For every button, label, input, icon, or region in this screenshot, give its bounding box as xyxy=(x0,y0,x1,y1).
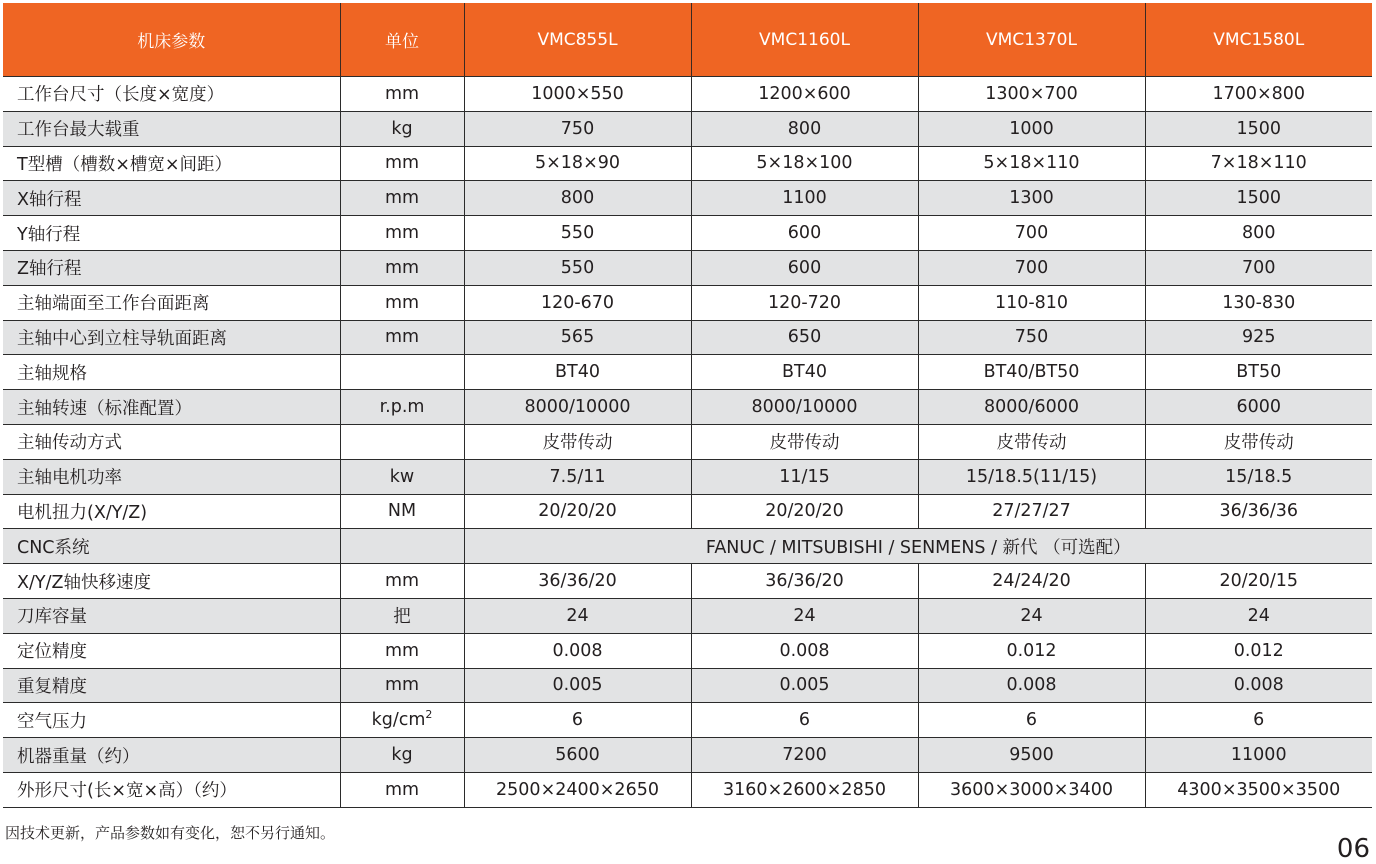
unit-cell xyxy=(340,529,464,564)
table-row xyxy=(3,738,1372,773)
merged-value-cell: FANUC / MITSUBISHI / SENMENS / 新代 （可选配） xyxy=(464,529,1372,564)
value-cell: 600 xyxy=(691,250,918,285)
header-param: 机床参数 xyxy=(3,3,340,77)
unit-text: mm xyxy=(384,257,420,278)
param-name-cell: 主轴电机功率 xyxy=(3,459,340,494)
param-name-cell: X轴行程 xyxy=(3,181,340,216)
value-cell: 24 xyxy=(1145,598,1372,633)
value-cell: 130-830 xyxy=(1145,285,1372,320)
value-cell: BT40 xyxy=(691,355,918,390)
value-cell: 15/18.5(11/15) xyxy=(918,459,1145,494)
table-row xyxy=(3,668,1372,703)
value-cell: 24 xyxy=(918,598,1145,633)
unit-text: kg xyxy=(391,745,413,766)
value-cell: 36/36/20 xyxy=(464,564,691,599)
value-cell: 5600 xyxy=(464,738,691,773)
table-row xyxy=(3,633,1372,668)
value-cell: 700 xyxy=(918,250,1145,285)
value-cell: 800 xyxy=(464,181,691,216)
param-name-cell: Y轴行程 xyxy=(3,216,340,251)
value-cell: 20/20/20 xyxy=(464,494,691,529)
value-cell: 750 xyxy=(918,320,1145,355)
table-row xyxy=(3,564,1372,599)
param-name-cell: T型槽（槽数×槽宽×间距） xyxy=(3,146,340,181)
value-cell: 7200 xyxy=(691,738,918,773)
value-cell: 20/20/20 xyxy=(691,494,918,529)
header-model: VMC1370L xyxy=(918,3,1145,77)
unit-text: 把 xyxy=(393,607,411,628)
value-cell: BT40/BT50 xyxy=(918,355,1145,390)
param-name-cell: 主轴端面至工作台面距离 xyxy=(3,285,340,320)
param-name-cell: 工作台最大载重 xyxy=(3,111,340,146)
value-cell: 565 xyxy=(464,320,691,355)
unit-cell xyxy=(340,111,464,146)
param-name-cell: 重复精度 xyxy=(3,668,340,703)
value-cell: 8000/10000 xyxy=(464,390,691,425)
value-cell: 800 xyxy=(1145,216,1372,251)
table-row xyxy=(3,703,1372,738)
value-cell: 11/15 xyxy=(691,459,918,494)
value-cell: 6000 xyxy=(1145,390,1372,425)
value-cell: 1100 xyxy=(691,181,918,216)
value-cell: 3160×2600×2850 xyxy=(691,772,918,807)
value-cell: BT40 xyxy=(464,355,691,390)
value-cell: 1500 xyxy=(1145,111,1372,146)
value-cell: 5×18×90 xyxy=(464,146,691,181)
param-name-cell: 刀库容量 xyxy=(3,598,340,633)
value-cell: 700 xyxy=(1145,250,1372,285)
value-cell: 1700×800 xyxy=(1145,77,1372,112)
value-cell: 7×18×110 xyxy=(1145,146,1372,181)
param-name-cell: X/Y/Z轴快移速度 xyxy=(3,564,340,599)
unit-cell xyxy=(340,146,464,181)
unit-superscript: 2 xyxy=(425,708,433,722)
param-name-cell: 主轴传动方式 xyxy=(3,424,340,459)
unit-cell xyxy=(340,424,464,459)
table-row xyxy=(3,355,1372,390)
unit-text: mm xyxy=(384,675,420,696)
unit-cell xyxy=(340,77,464,112)
table-row xyxy=(3,390,1372,425)
value-cell: 0.008 xyxy=(918,668,1145,703)
value-cell: 1000 xyxy=(918,111,1145,146)
value-cell: 120-670 xyxy=(464,285,691,320)
header-model: VMC855L xyxy=(464,3,691,77)
unit-cell xyxy=(340,459,464,494)
page-number: 06 xyxy=(1336,834,1370,864)
spec-table-header xyxy=(3,3,1372,77)
value-cell: 600 xyxy=(691,216,918,251)
value-cell: 110-810 xyxy=(918,285,1145,320)
unit-cell xyxy=(340,772,464,807)
unit-text: mm xyxy=(384,571,420,592)
value-cell: 0.005 xyxy=(691,668,918,703)
table-row xyxy=(3,77,1372,112)
table-row xyxy=(3,772,1372,807)
table-row xyxy=(3,146,1372,181)
spec-table-body xyxy=(3,77,1372,808)
value-cell: 7.5/11 xyxy=(464,459,691,494)
table-row xyxy=(3,111,1372,146)
unit-text: mm xyxy=(384,779,420,800)
value-cell: 0.012 xyxy=(918,633,1145,668)
value-cell: 550 xyxy=(464,216,691,251)
unit-cell xyxy=(340,668,464,703)
param-name-cell: 电机扭力(X/Y/Z) xyxy=(3,494,340,529)
table-row xyxy=(3,285,1372,320)
value-cell: 6 xyxy=(464,703,691,738)
value-cell: 9500 xyxy=(918,738,1145,773)
unit-text: NM xyxy=(387,501,417,522)
value-cell: 27/27/27 xyxy=(918,494,1145,529)
value-cell: 5×18×110 xyxy=(918,146,1145,181)
unit-text: mm xyxy=(384,223,420,244)
unit-text: r.p.m xyxy=(379,397,425,418)
value-cell: 皮带传动 xyxy=(1145,424,1372,459)
unit-cell xyxy=(340,564,464,599)
param-name-cell: 工作台尺寸（长度×宽度） xyxy=(3,77,340,112)
unit-cell xyxy=(340,181,464,216)
param-name-cell: 主轴转速（标准配置） xyxy=(3,390,340,425)
value-cell: 1300 xyxy=(918,181,1145,216)
param-name-cell: 空气压力 xyxy=(3,703,340,738)
value-cell: 0.012 xyxy=(1145,633,1372,668)
value-cell: 6 xyxy=(691,703,918,738)
value-cell: 皮带传动 xyxy=(691,424,918,459)
value-cell: 1300×700 xyxy=(918,77,1145,112)
value-cell: 皮带传动 xyxy=(918,424,1145,459)
value-cell: 24 xyxy=(464,598,691,633)
value-cell: 3600×3000×3400 xyxy=(918,772,1145,807)
value-cell: 1000×550 xyxy=(464,77,691,112)
value-cell: 800 xyxy=(691,111,918,146)
value-cell: 0.005 xyxy=(464,668,691,703)
param-name-cell: 主轴规格 xyxy=(3,355,340,390)
value-cell: 8000/6000 xyxy=(918,390,1145,425)
param-name-cell: 主轴中心到立柱导轨面距离 xyxy=(3,320,340,355)
unit-text: kg/cm xyxy=(371,710,426,731)
value-cell: BT50 xyxy=(1145,355,1372,390)
param-name-cell: CNC系统 xyxy=(3,529,340,564)
value-cell: 36/36/36 xyxy=(1145,494,1372,529)
value-cell: 750 xyxy=(464,111,691,146)
value-cell: 6 xyxy=(918,703,1145,738)
value-cell: 36/36/20 xyxy=(691,564,918,599)
value-cell: 0.008 xyxy=(464,633,691,668)
unit-cell xyxy=(340,633,464,668)
unit-cell xyxy=(340,285,464,320)
param-name-cell: 机器重量（约） xyxy=(3,738,340,773)
param-name-cell: Z轴行程 xyxy=(3,250,340,285)
value-cell: 700 xyxy=(918,216,1145,251)
unit-text: mm xyxy=(384,153,420,174)
value-cell: 20/20/15 xyxy=(1145,564,1372,599)
unit-cell xyxy=(340,250,464,285)
value-cell: 5×18×100 xyxy=(691,146,918,181)
value-cell: 120-720 xyxy=(691,285,918,320)
unit-text: mm xyxy=(384,83,420,104)
unit-cell xyxy=(340,738,464,773)
value-cell: 8000/10000 xyxy=(691,390,918,425)
value-cell: 650 xyxy=(691,320,918,355)
unit-text: mm xyxy=(384,292,420,313)
value-cell: 6 xyxy=(1145,703,1372,738)
value-cell: 4300×3500×3500 xyxy=(1145,772,1372,807)
unit-cell xyxy=(340,598,464,633)
unit-cell xyxy=(340,355,464,390)
unit-cell xyxy=(340,703,464,738)
table-row xyxy=(3,216,1372,251)
value-cell: 24/24/20 xyxy=(918,564,1145,599)
param-name-cell: 外形尺寸(长×宽×高）（约） xyxy=(3,772,340,807)
value-cell: 24 xyxy=(691,598,918,633)
table-row xyxy=(3,459,1372,494)
value-cell: 11000 xyxy=(1145,738,1372,773)
unit-text: mm xyxy=(384,640,420,661)
table-row xyxy=(3,598,1372,633)
unit-cell xyxy=(340,390,464,425)
table-row xyxy=(3,494,1372,529)
table-row xyxy=(3,424,1372,459)
table-row xyxy=(3,181,1372,216)
value-cell: 0.008 xyxy=(1145,668,1372,703)
value-cell: 2500×2400×2650 xyxy=(464,772,691,807)
unit-cell xyxy=(340,320,464,355)
header-model: VMC1580L xyxy=(1145,3,1372,77)
unit-text: mm xyxy=(384,327,420,348)
table-row xyxy=(3,529,1372,564)
value-cell: 1500 xyxy=(1145,181,1372,216)
value-cell: 0.008 xyxy=(691,633,918,668)
value-cell: 皮带传动 xyxy=(464,424,691,459)
unit-text: kg xyxy=(391,118,413,139)
value-cell: 925 xyxy=(1145,320,1372,355)
spec-table xyxy=(3,3,1372,808)
param-name-cell: 定位精度 xyxy=(3,633,340,668)
header-model: VMC1160L xyxy=(691,3,918,77)
unit-text: mm xyxy=(384,188,420,209)
value-cell: 1200×600 xyxy=(691,77,918,112)
header-row xyxy=(3,3,1372,77)
unit-cell xyxy=(340,494,464,529)
footnote: 因技术更新，产品参数如有变化，恕不另行通知。 xyxy=(5,824,336,842)
value-cell: 550 xyxy=(464,250,691,285)
table-row xyxy=(3,250,1372,285)
unit-text: kw xyxy=(389,466,415,487)
header-unit: 单位 xyxy=(340,3,464,77)
table-row xyxy=(3,320,1372,355)
value-cell: 15/18.5 xyxy=(1145,459,1372,494)
unit-cell xyxy=(340,216,464,251)
